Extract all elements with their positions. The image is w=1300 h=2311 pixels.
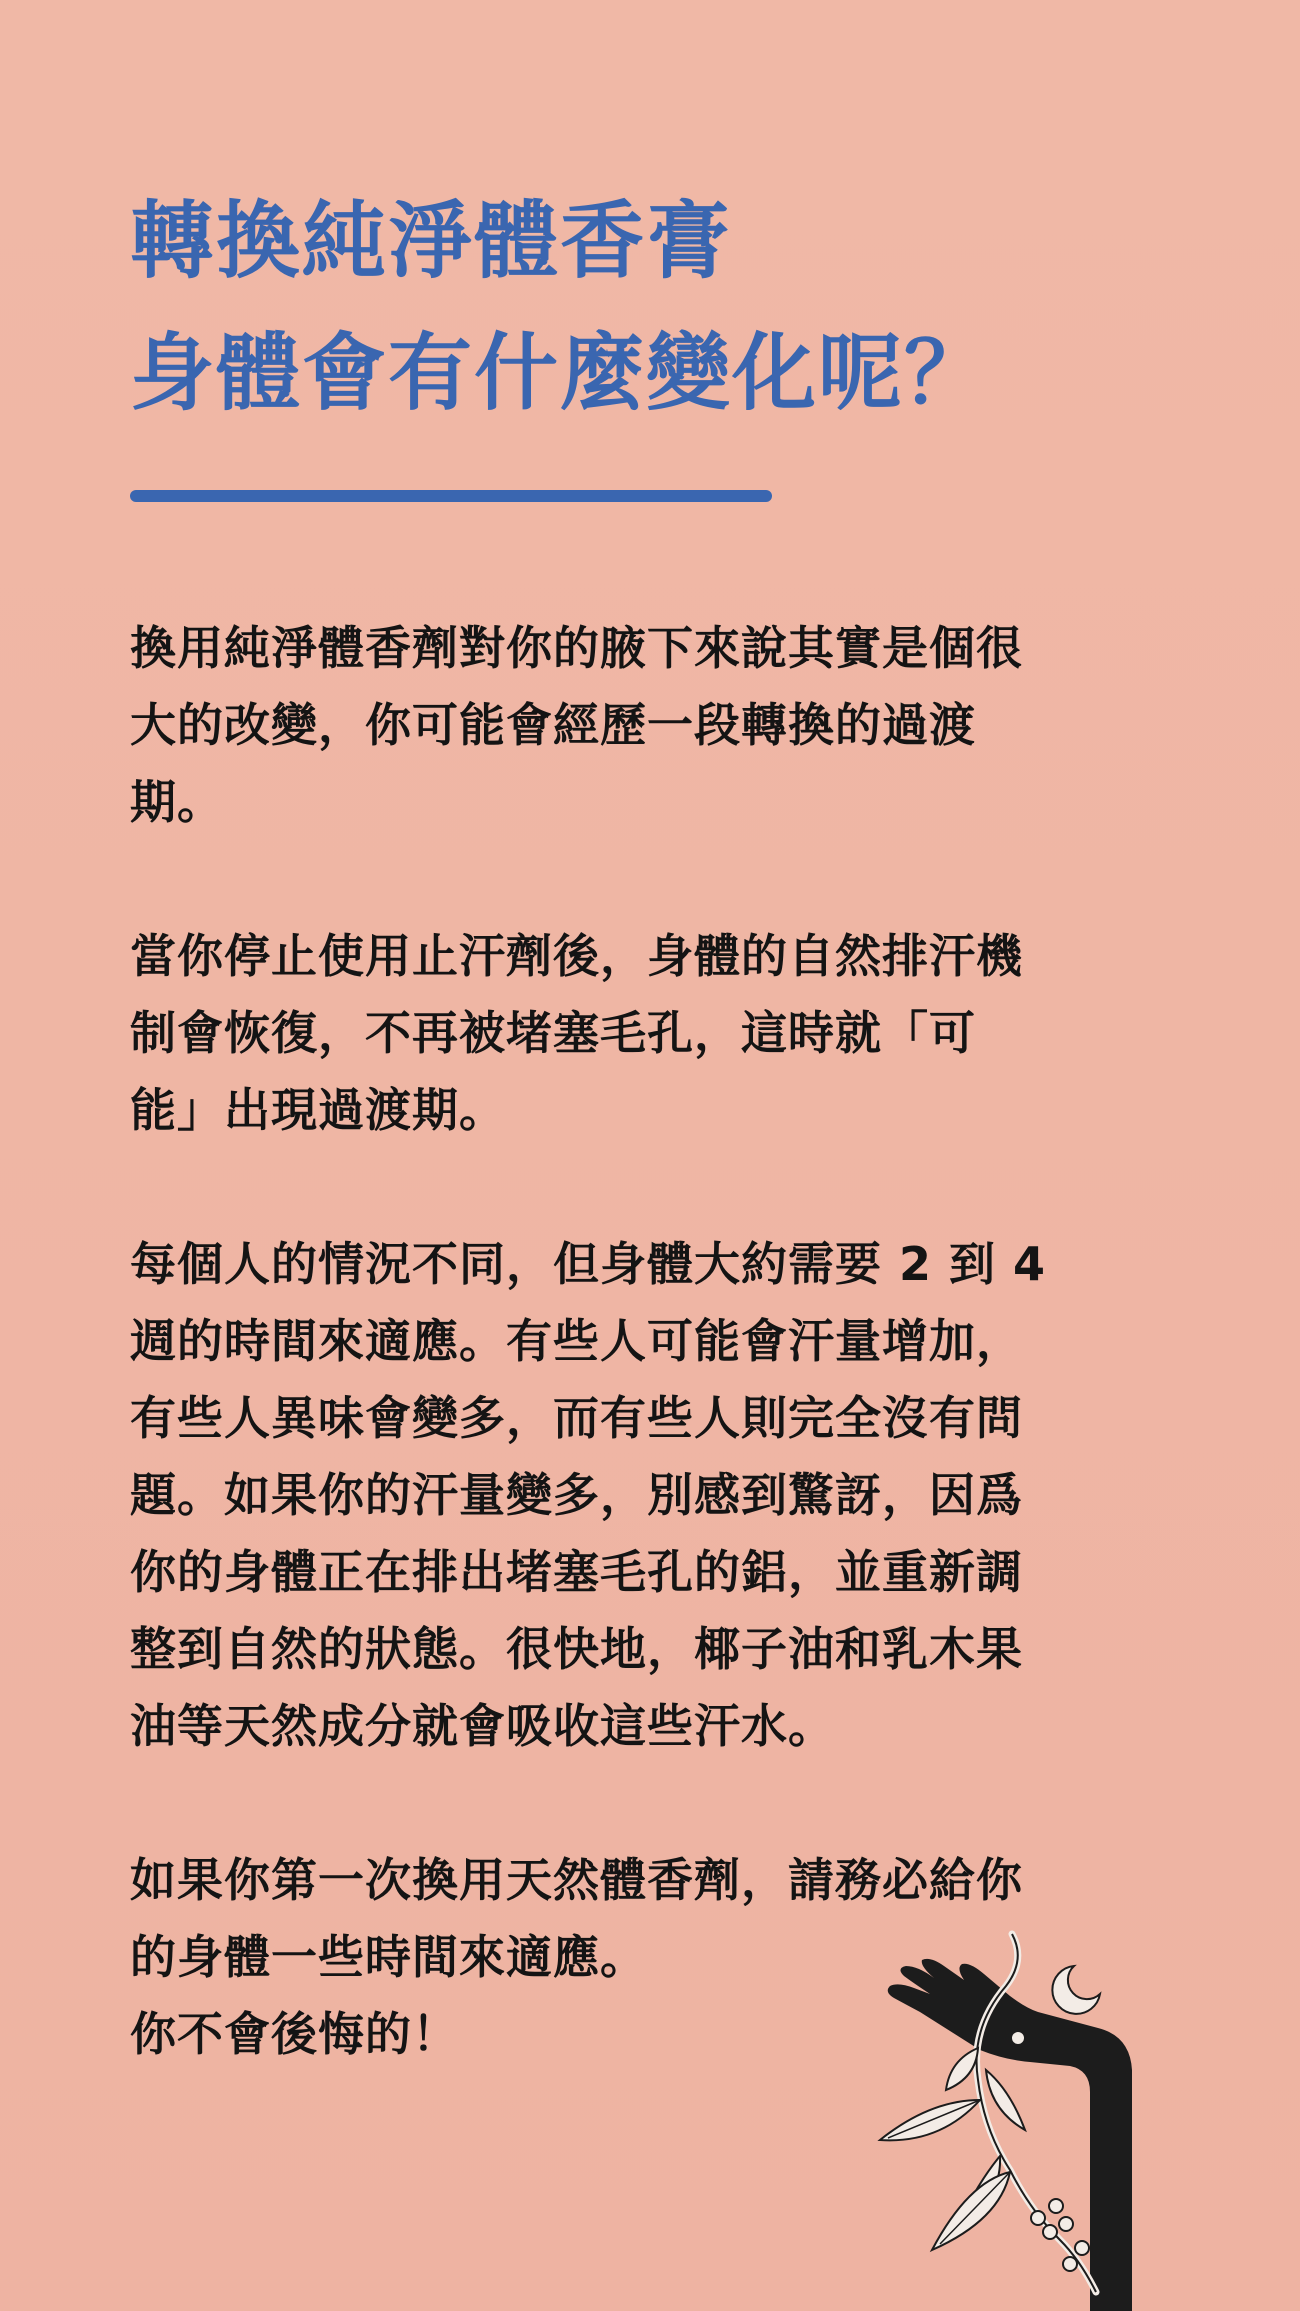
- paragraph-line: 油等天然成分就會吸收這些汗水。: [130, 1699, 835, 1753]
- paragraph-line: 週的時間來適應。有些人可能會汗量增加，: [130, 1314, 1023, 1368]
- paragraph-line: 如果你第一次換用天然體香劑，請務必給你: [130, 1853, 1023, 1907]
- berry: [1075, 2241, 1089, 2255]
- paragraph-1: [130, 610, 1150, 841]
- paragraph-line: 每個人的情況不同，但身體大約需要 2 到 4: [130, 1237, 1047, 1291]
- hand-with-moon-and-vine-illustration: [860, 1920, 1180, 2311]
- berry: [1011, 2031, 1025, 2045]
- moon-icon: [1052, 1966, 1100, 2014]
- berry: [1031, 2211, 1045, 2225]
- berry: [1049, 2199, 1063, 2213]
- paragraph-line: 能」出現過渡期。: [130, 1083, 506, 1137]
- title-line-2: 身體會有什麼變化呢？: [130, 324, 991, 422]
- paragraph-line: 當你停止使用止汗劑後，身體的自然排汗機: [130, 929, 1023, 983]
- page-title: [130, 175, 990, 439]
- paragraph-line: 你的身體正在排出堵塞毛孔的鋁，並重新調: [130, 1545, 1023, 1599]
- paragraph-line: 題。如果你的汗量變多，別感到驚訝，因爲: [130, 1468, 1023, 1522]
- paragraph-line: 整到自然的狀態。很快地，椰子油和乳木果: [130, 1622, 1023, 1676]
- berry: [1059, 2217, 1073, 2231]
- paragraph-line: 有些人異味會變多，而有些人則完全沒有問: [130, 1391, 1023, 1445]
- article-body: [130, 610, 1150, 2150]
- leaf: [986, 2070, 1025, 2130]
- paragraph-3: [130, 1226, 1150, 1765]
- paragraph-2: [130, 918, 1150, 1149]
- paragraph-line: 期。: [130, 775, 224, 829]
- paragraph-line: 制會恢復，不再被堵塞毛孔，這時就「可: [130, 1006, 976, 1060]
- paragraph-line: 大的改變，你可能會經歷一段轉換的過渡: [130, 698, 976, 752]
- paragraph-line: 你不會後悔的！: [130, 2007, 459, 2061]
- berry: [1063, 2257, 1077, 2271]
- leaf: [946, 2048, 978, 2090]
- paragraph-line: 換用純淨體香劑對你的腋下來說其實是個很: [130, 621, 1023, 675]
- title-line-1: 轉換純淨體香膏: [130, 192, 733, 290]
- berry: [1043, 2225, 1057, 2239]
- title-divider: [130, 490, 772, 502]
- paragraph-line: 的身體一些時間來適應。: [130, 1930, 647, 1984]
